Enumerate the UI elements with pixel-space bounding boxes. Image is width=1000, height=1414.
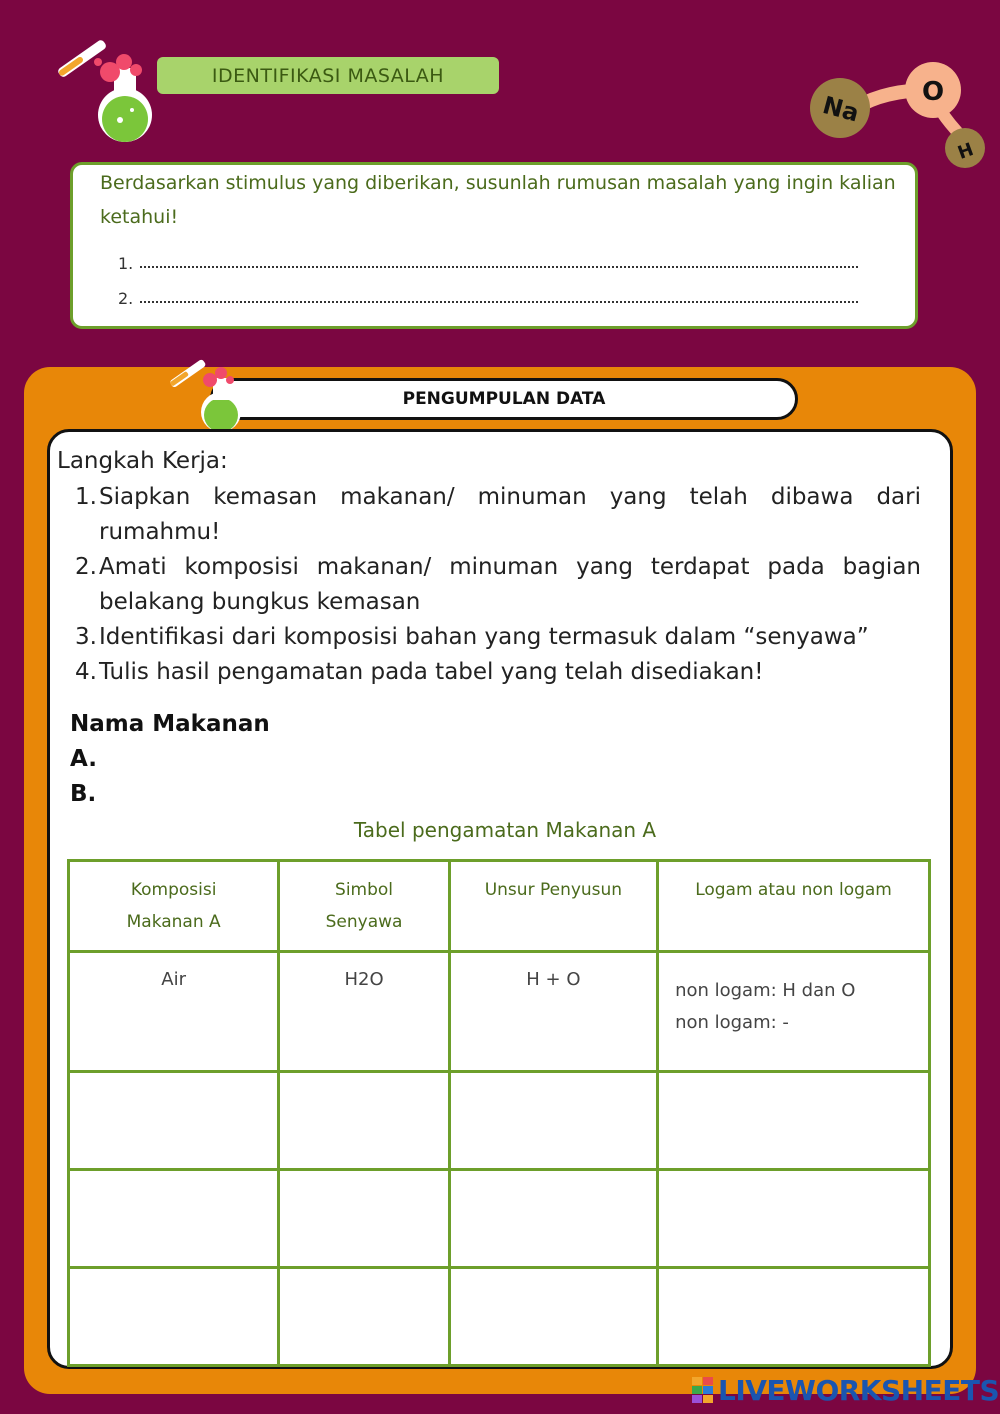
step-item <box>75 620 921 655</box>
problem-instruction: Berdasarkan stimulus yang diberikan, susunlah rumusan masalah yang ingin kalian ketahui! <box>100 172 896 228</box>
empty-cell[interactable] <box>449 1170 657 1268</box>
cell-komposisi[interactable]: Air <box>69 952 279 1072</box>
cell-logam[interactable] <box>658 952 930 1072</box>
table-row <box>69 1072 930 1170</box>
atom-h: H <box>955 139 977 164</box>
step-text: Amati komposisi makanan/ minuman yang terdapat pada bagian belakang bungkus kemasan <box>99 554 921 615</box>
empty-cell[interactable] <box>658 1170 930 1268</box>
liveworksheets-logo-icon <box>692 1377 714 1403</box>
table-header-row <box>69 861 930 952</box>
step-text: Identifikasi dari komposisi bahan yang termasuk dalam “senyawa” <box>99 624 869 650</box>
empty-cell[interactable] <box>69 1268 279 1366</box>
step-item <box>75 550 921 620</box>
logam-line-1: non logam: H dan O <box>675 980 856 1001</box>
logam-line-2: non logam: - <box>675 1012 789 1033</box>
step-text: Tulis hasil pengamatan pada tabel yang telah disediakan! <box>99 659 764 685</box>
empty-cell[interactable] <box>279 1072 449 1170</box>
answer-number: 1. <box>118 254 134 273</box>
header-logam: Logam atau non logam <box>658 861 930 952</box>
atom-na: Na <box>819 91 862 128</box>
step-item <box>75 480 921 550</box>
step-number: 3. <box>75 624 97 650</box>
nama-makanan-a[interactable]: A. <box>70 746 97 772</box>
step-item <box>75 655 921 690</box>
empty-cell[interactable] <box>69 1170 279 1268</box>
table-row <box>69 952 930 1072</box>
empty-cell[interactable] <box>279 1268 449 1366</box>
molecule-icon <box>805 60 995 175</box>
cell-unsur[interactable]: H + O <box>449 952 657 1072</box>
empty-cell[interactable] <box>69 1072 279 1170</box>
cell-simbol[interactable]: H2O <box>279 952 449 1072</box>
step-number: 4. <box>75 659 97 685</box>
flask-icon <box>50 40 160 145</box>
empty-cell[interactable] <box>658 1268 930 1366</box>
watermark: LIVEWORKSHEETS <box>718 1374 1000 1407</box>
table-row <box>69 1170 930 1268</box>
steps-list <box>75 480 921 690</box>
steps-title: Langkah Kerja: <box>57 448 228 474</box>
empty-cell[interactable] <box>658 1072 930 1170</box>
nama-makanan-title: Nama Makanan <box>70 711 270 737</box>
answer-line-1[interactable] <box>118 243 858 273</box>
step-text: Siapkan kemasan makanan/ minuman yang telah dibawa dari rumahmu! <box>99 484 921 545</box>
header-simbol: Simbol Senyawa <box>279 861 449 952</box>
pengumpulan-title: PENGUMPULAN DATA <box>210 378 798 420</box>
answer-number: 2. <box>118 289 134 308</box>
observation-table <box>67 859 931 1367</box>
answer-line-2[interactable] <box>118 278 858 308</box>
header-unsur: Unsur Penyusun <box>449 861 657 952</box>
nama-makanan-b[interactable]: B. <box>70 781 97 807</box>
atom-o: O <box>922 77 945 107</box>
empty-cell[interactable] <box>279 1170 449 1268</box>
table-title: Tabel pengamatan Makanan A <box>353 818 657 842</box>
header-komposisi: Komposisi Makanan A <box>69 861 279 952</box>
step-number: 1. <box>75 484 97 510</box>
empty-cell[interactable] <box>449 1268 657 1366</box>
step-number: 2. <box>75 554 97 580</box>
identifikasi-title: IDENTIFIKASI MASALAH <box>157 57 499 94</box>
flask-icon <box>165 358 245 434</box>
empty-cell[interactable] <box>449 1072 657 1170</box>
table-row <box>69 1268 930 1366</box>
